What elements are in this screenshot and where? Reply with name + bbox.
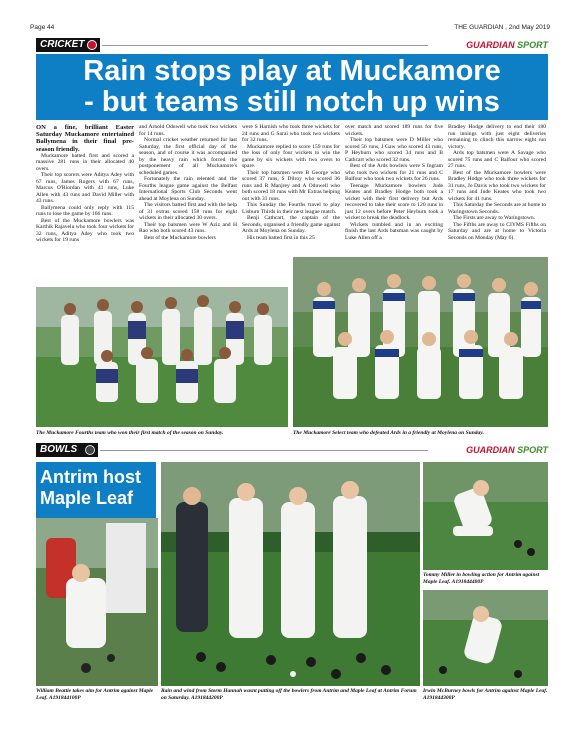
article-para: over match and scored 189 runs for five wickets.: [345, 124, 443, 137]
article-para: This Sunday the Fourths travel to play Lisburn Thirds in their next league match.: [242, 202, 340, 215]
miller-photo: [423, 462, 548, 570]
article-para: and Arnold Oduwell who took two wickets for 14 runs.: [139, 124, 237, 137]
cricket-tag-label: CRICKET: [40, 39, 85, 50]
bowls-brand: [430, 443, 548, 457]
article-para: Best of the Muckamore bowlers: [144, 234, 216, 241]
headline-line-1: Rain stops play at Muckamore: [83, 55, 501, 87]
article-lead: ON a fine, brilliant Easter Saturday Muckamore entertained Ballymena in their final pre-season friendly.: [36, 124, 134, 153]
brand-sport: SPORT: [517, 40, 548, 50]
brand-sport: SPORT: [517, 445, 548, 455]
article-para: Fortunately the rain relented and the Fourths league game against the Belfast International Sports Club Seconds went ahead at Moylena on Sunday.: [139, 176, 237, 202]
article-para: The Firsts are away to Waringstown.: [453, 215, 536, 221]
brand-guardian: GUARDIAN: [466, 40, 515, 50]
article-para: Ballymena could only reply with 115 runs to lose the game by 166 runs.: [36, 204, 134, 218]
beattie-caption: William Beattie takes aim for Antrim against Maple Leaf. A191844100P: [36, 688, 154, 701]
bowls-section-tag: [36, 443, 98, 457]
bowls-tag-label: BOWLS: [40, 444, 78, 455]
mcburney-caption: Irwin McBurney bowls for Antrim against Maple Leaf. A191844300P: [423, 688, 548, 701]
select-team-photo: [293, 257, 548, 427]
paper-date: THE GUARDIAN , 2nd May 2019: [454, 24, 550, 31]
beattie-photo: [36, 518, 158, 686]
article-col-2: [139, 124, 237, 286]
article-para: Their top scorers were Aditya Adey with 67 runs, James Rogers with 67 runs, Marcus O'Riordan with 41 runs, Luke Allen with 43 runs and David Miller with 43 runs.: [36, 172, 134, 205]
page-number: Page 44: [30, 24, 55, 31]
fourths-caption: The Muckamore Fourths team who won their first match of the season on Sunday.: [36, 430, 224, 436]
article-para: Best of the Ards bowlers were S Ingram who took two wickets for 21 runs and C Balfour who took two wickets for 26 runs.: [345, 163, 443, 182]
page-header: [30, 22, 550, 34]
article-para: Their top batsmen were W Aziz and H Rao who both scored 43 runs.: [139, 221, 237, 234]
article-para: Benji Cathcart, the captain of the Seconds, organised a friendly game against Ards at Moylena on Sunday.: [242, 215, 340, 234]
cricket-section-tag: [36, 38, 100, 52]
fourths-team-photo: [36, 287, 288, 427]
article-para: Normal cricket weather returned for last Saturday, the first official day of the season, and of course it was accompanied by the heavy rain which forced the postponement of all Muckamore's scheduled games.: [139, 137, 237, 176]
article-para: Teenage Muckamore bowlers Jude Keates and Bradley Hodge both took a wicket with their first delivery but Ards recovered to take their score to 120 runs in just 12 overs before Peter Heyburn took a wicket to break the deadlock.: [345, 182, 443, 221]
article-para: Muckamore replied to score 159 runs for the loss of only four wickets to win the game by six wickets with two overs to spare.: [242, 143, 340, 169]
bowls-ball-icon: [85, 445, 95, 455]
article-para: His team batted first in this 25: [247, 234, 315, 241]
article-para: Their top batsmen were B George who scored 37 runs, S Dilroy who scored 36 runs and R Manjrey and A Oduwell who both scored 18 runs with Mr Extras helping out with 31 runs.: [242, 169, 340, 202]
rain-group-photo: [161, 462, 420, 686]
article-para: Their top batsmen were D Miller who scored 56 runs, J Gaw who scored 43 runs, P Heyburn who scored 34 runs and B Cathcart who scored 32 runs.: [345, 137, 443, 163]
article-para: Muckamore batted first and scored a massive 281 runs in their allocated 40 overs.: [36, 152, 134, 172]
select-caption: The Muckamore Select team who defeated Ards in a friendly at Moylena on Sunday.: [293, 430, 484, 436]
bowls-rule: [100, 450, 428, 451]
bowls-headline: Antrim host Maple Leaf: [36, 462, 156, 530]
rain-caption: Rain and wind from Storm Hannah wasnt putting off the bowlers from Antrim and Maple Leaf at Antrim Forum on Saturday. A191844200P: [161, 688, 417, 701]
article-para: The Fifths are away to CIYMS Fifths on Saturday and are at home to Victoria Seconds on Monday (May 6).: [448, 221, 546, 241]
cricket-brand: [430, 38, 548, 52]
article-para: Ards top batsmen were A Savage who scored 75 runs and C Balfour who scored 27 runs.: [448, 150, 546, 169]
mcburney-photo: [423, 590, 548, 686]
cricket-ball-icon: [87, 40, 97, 50]
article-para: Bradley Hodge delivery to end their 180 run innings with just eight deliveries remaining to clinch this narrow eight run victory.: [448, 124, 546, 150]
brand-guardian: GUARDIAN: [466, 445, 515, 455]
cricket-rule: [102, 45, 428, 46]
article-col-1: [36, 124, 134, 286]
headline: [36, 54, 548, 120]
article-para: Best of the Muckamore bowlers was Karthik Rajavelu who took four wickets for 32 runs, Aditya Adey who took two wickets for 19 runs: [36, 217, 134, 244]
headline-line-2: - but teams still notch up wins: [84, 86, 500, 118]
article-para: Wickets tumbled and in an exciting finish the last Ards batsman was caught by Luke Allen off a: [345, 221, 443, 241]
article-para: Best of the Muckamore bowlers were Bradley Hodge who took three wickets for 31 runs, Jo Davis who took two wickets for 17 runs and Jude Keates who took two wickets for 41 runs.: [448, 169, 546, 202]
article-para: The visitors batted first and with the help of 31 extras scored 158 runs for eight wickets in their allocated 30 overs.: [139, 202, 237, 221]
miller-caption: Tommy Miller in bowling action for Antrim against Maple Leaf. A191844400P: [423, 572, 540, 585]
article-para: were S Harnish who took three wickets for 24 runs and G Sarai who took two wickets for 32 runs.: [242, 124, 340, 143]
article-para: This Saturday the Seconds are at home to Waringstown Seconds.: [448, 202, 546, 215]
